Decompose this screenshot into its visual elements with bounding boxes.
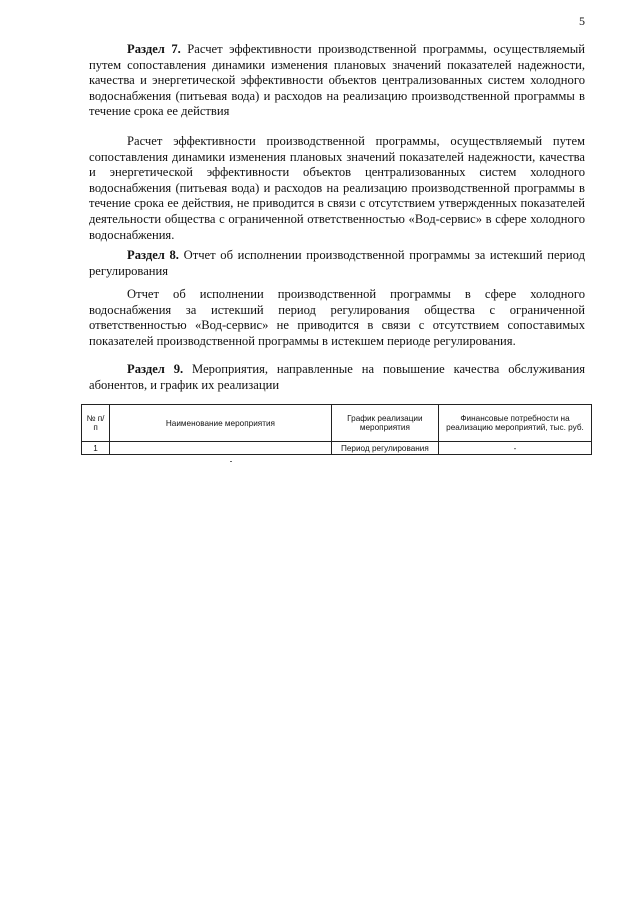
events-table xyxy=(81,404,592,455)
section-7-body: Расчет эффективности производственной программы, осуществляемый путем сопоставления динамики изменения плановых значений показателей надежности, качества и энергетической эффективности объектов централизованных систем холодного водоснабжения (питьевая вода) и расходов на реализацию производственной программы в течение срока ее действия, не приводится в связи с отсутствием утвержденных показателей деятельности общества с ограниченной ответственностью «Вод-сервис» в сфере холодного водоснабжения. xyxy=(89,134,585,242)
table-header-row xyxy=(82,405,592,442)
page-number: 5 xyxy=(579,14,585,28)
cell-schedule: Период регулирования xyxy=(331,442,438,455)
col-financing-header: Финансовые потребности на реализацию мероприятий, тыс. руб. xyxy=(438,405,591,442)
section-8-label: Раздел 8. xyxy=(127,248,179,262)
col-number-header: № п/п xyxy=(82,405,110,442)
scan-speck xyxy=(230,461,232,462)
col-schedule-header: График реализации мероприятия xyxy=(331,405,438,442)
table-row xyxy=(82,442,592,455)
section-9-heading xyxy=(89,362,585,393)
cell-number: 1 xyxy=(82,442,110,455)
section-8-title: Отчет об исполнении производственной программы за истекший период регулирования xyxy=(89,248,585,278)
cell-event-name xyxy=(110,442,332,455)
section-7-label: Раздел 7. xyxy=(127,42,181,56)
section-9-title: Мероприятия, направленные на повышение качества обслуживания абонентов, и график их реализации xyxy=(89,362,585,392)
cell-financing: - xyxy=(438,442,591,455)
section-9-label: Раздел 9. xyxy=(127,362,184,376)
section-7-heading xyxy=(89,42,585,120)
section-8-body: Отчет об исполнении производственной программы в сфере холодного водоснабжения за истекший период регулирования общества с ограниченной ответственностью «Вод-сервис» не приводится в связи с отсутствием сопоставимых показателей производственной программы в истекшем периоде регулирования. xyxy=(89,287,585,348)
section-8-heading xyxy=(89,248,585,279)
col-event-name-header: Наименование мероприятия xyxy=(110,405,332,442)
section-7-title: Расчет эффективности производственной программы, осуществляемый путем сопоставления динамики изменения плановых значений показателей надежности, качества и энергетической эффективности объектов централизованных систем холодного водоснабжения (питьевая вода) и расходов на реализацию производственной программы в течение срока ее действия xyxy=(89,42,585,119)
